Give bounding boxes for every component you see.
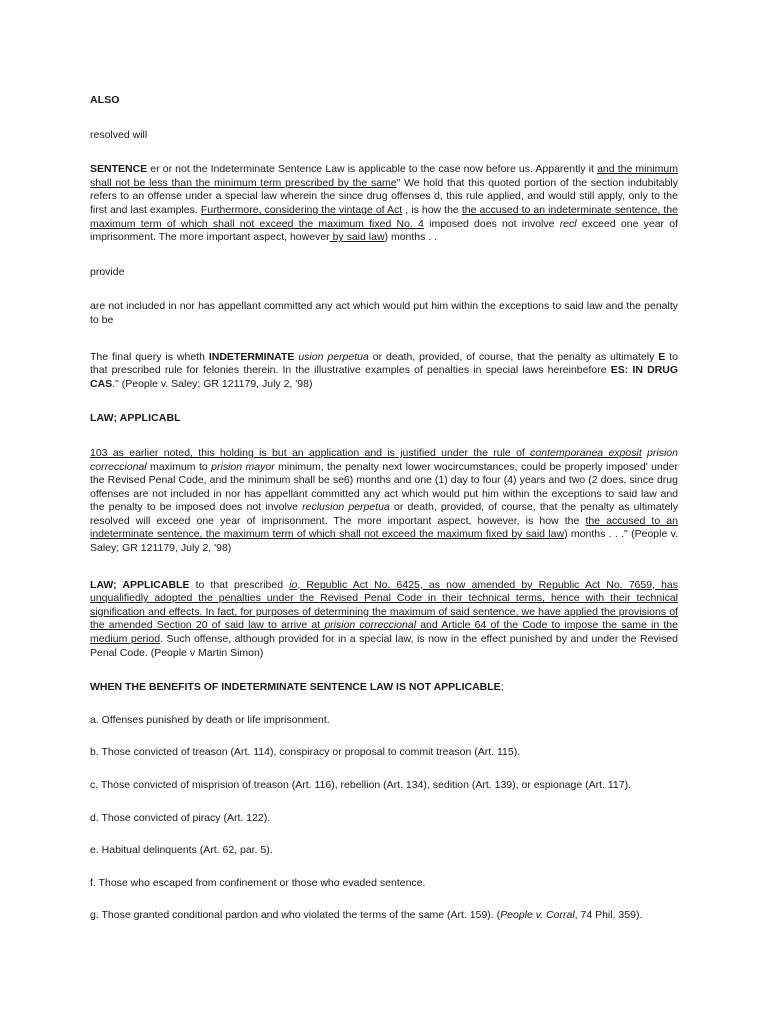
text-run: , is how the	[402, 203, 462, 216]
underlined-run: the accused to an indeterminate sentence, the maximum term of which shall not exceed the maximum fixed by said law	[90, 514, 678, 541]
bold-run: INDETERMINATE	[208, 350, 295, 363]
italic-run: usion perpetua	[298, 350, 369, 363]
underlined-italic-run: prision correccional	[324, 619, 417, 632]
underlined-run: Furthermore, considering the vintage of Act	[200, 203, 403, 216]
paragraph-final-query	[90, 351, 678, 392]
text-run: exceed one year of imprisonment. The more important aspect, however	[90, 217, 679, 244]
text-run: to that prescribed	[189, 578, 290, 591]
text-run: or death, provided, of course, that the penalty as ultimately resolved will exceed one year of imprisonment. The more important aspect, however, is how the	[90, 501, 679, 527]
text-run: . Such offense, although provided for in a special law, is now in the effect punished by and under the Revised Penal Code. (People v Martin Simon)	[90, 633, 678, 659]
list-item-a: a. Offenses punished by death or life imprisonment.	[90, 713, 330, 726]
underlined-italic-run: contemporanea exposit	[530, 446, 642, 459]
bold-run: LAW; APPLICABLE	[90, 578, 190, 591]
italic-run: recl	[559, 217, 577, 230]
underlined-run: , Republic Act No. 6425, as now amended by Republic Act No. 7659, has unqualifiedly adopted the penalties under the Revised Penal Code in their technical terms, hence with their technical signification and effects. In fact, for purposes of determining the maximum of said sentence, we have applied the provisions of the amended Section 20 of said law to arrive at	[90, 578, 679, 632]
underlined-run: and the minimum shall not be less than the minimum term prescribed by the same	[90, 163, 678, 189]
underlined-run: the accused to an indeterminate sentence, the maximum term of which shall not exceed the maximum fixed No. 4	[90, 203, 678, 230]
text-run: , 74 Phil. 359).	[574, 909, 643, 922]
paragraph-law-applicable	[90, 579, 678, 661]
text-run: ) months . . ." (People v. Saley; GR 121179, July 2, '98)	[90, 528, 678, 555]
heading-also: ALSO	[90, 94, 120, 106]
text-run: ." (People v. Saley; GR 121179, July 2, '98)	[112, 377, 313, 390]
text-run: g. Those granted conditional pardon and who violated the terms of the same (Art. 159). (	[90, 909, 501, 922]
text-run: ;	[500, 681, 504, 694]
heading-not-applicable	[90, 681, 678, 695]
bold-run: ES: IN DRUG CAS	[90, 364, 678, 390]
underlined-run: and Article 64 of the Code to impose the same in the medium period	[90, 619, 678, 646]
bold-lead: SENTENCE	[90, 163, 148, 176]
italic-run: People v. Corral	[500, 909, 575, 922]
text-run: maximum to	[146, 460, 212, 473]
text-run: imposed does not involve	[423, 217, 560, 230]
text-run: " We hold that this quoted portion of the section indubitably refers to an offense under a special law wherein the since drug offenses d, this rule applied, and would still apply, only to the first and last examples.	[90, 176, 678, 216]
text-run: The final query is wheth	[90, 350, 209, 363]
paragraph-contemporanea	[90, 447, 678, 556]
paragraph-resolved: resolved will	[90, 128, 148, 141]
paragraph-provide: provide	[90, 265, 125, 278]
list-item-c: c. Those convicted of misprision of treason (Art. 116), rebellion (Art. 134), sedition (Art. 139), or espionage (Art. 117).	[90, 779, 632, 791]
italic-run: prision mayor	[211, 460, 275, 473]
text-run: to that prescribed rule for felonies therein. In the illustrative examples of penalties in special laws hereinbefore	[90, 350, 678, 377]
paragraph-sentence	[90, 163, 678, 245]
underlined-run: by said law	[329, 231, 385, 244]
list-item-e: e. Habitual delinquents (Art. 62, par. 5).	[90, 844, 273, 857]
text-run: er or not the Indeterminate Sentence Law is applicable to the case now before us. Apparently it	[147, 163, 598, 176]
bold-run: WHEN THE BENEFITS OF INDETERMINATE SENTENCE LAW IS NOT APPLICABLE	[90, 681, 501, 694]
list-item-f: f. Those who escaped from confinement or those who evaded sentence.	[90, 876, 426, 889]
list-item-b: b. Those convicted of treason (Art. 114), conspiracy or proposal to commit treason (Art. 115).	[90, 746, 521, 759]
text-run: minimum, the penalty next lower wocircumstances, could be properly imposed' under the Revised Penal Code, and the minimum shall be se6) months and one (1) day to four (4) years and two (2 does, since drug offenses are not included in nor has appellant committed any act which would put him within the exceptions to said law and the penalty to be imposed does not involve	[90, 460, 678, 514]
heading-law-applicabl: LAW; APPLICABL	[90, 412, 181, 425]
paragraph-exceptions: are not included in nor has appellant committed any act which would put him within the exceptions to said law and the penalty to be	[90, 300, 678, 326]
underlined-italic-run: io	[289, 578, 298, 591]
italic-run: reclusion perpetua	[302, 501, 390, 514]
bold-run: E	[658, 350, 666, 363]
list-item-g	[90, 909, 678, 923]
text-run: ) months . .	[384, 231, 438, 244]
italic-run: prision correccional	[90, 446, 678, 473]
underlined-run: 103 as earlier noted, this holding is but an application and is justified under the rule of	[90, 446, 531, 459]
list-item-d: d. Those convicted of piracy (Art. 122).	[90, 811, 271, 824]
text-run: or death, provided, of course, that the penalty as ultimately	[368, 350, 659, 363]
